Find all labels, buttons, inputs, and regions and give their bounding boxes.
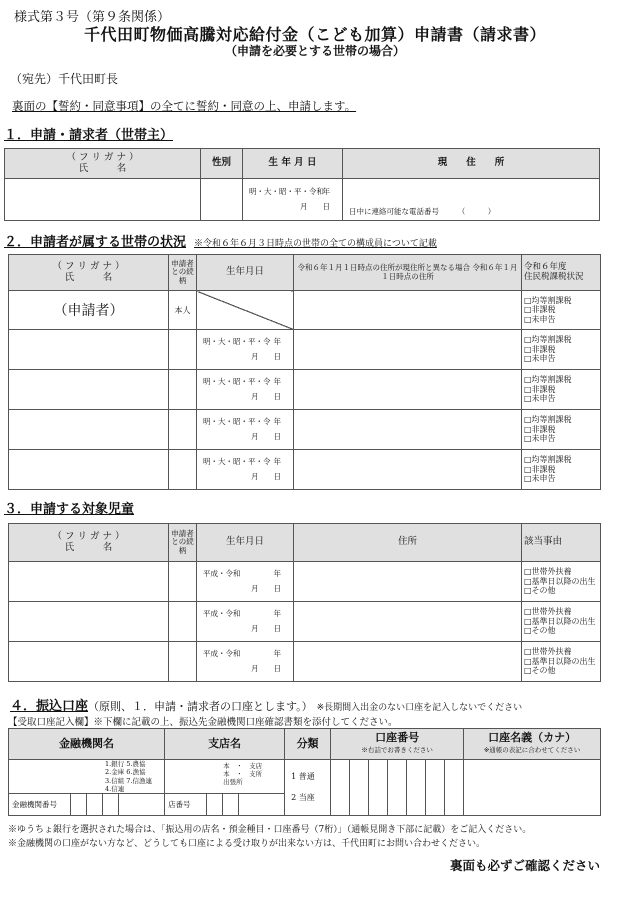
reason-options[interactable]: □世帯外扶養 □基準日以降の出生 □その他 [522, 562, 601, 602]
member-relation-field[interactable] [169, 450, 197, 490]
applicant-table [4, 148, 600, 221]
section2-heading: ２．申請者が属する世帯の状況 ※令和６年６月３日時点の世帯の全ての構成員について記載 [4, 235, 437, 250]
member-birth-field[interactable]: 明・大・昭・平・令 年 月 日 [197, 370, 294, 410]
branch-code-label: 店番号 [165, 794, 207, 816]
table-row [9, 330, 601, 370]
phone-label: 日中に連絡可能な電話番号 （ ） [349, 207, 496, 216]
member-relation-field[interactable] [169, 410, 197, 450]
bank-account-table [8, 728, 601, 816]
applicant-gender-field[interactable] [201, 179, 243, 221]
applicant-birth-field[interactable]: 明・大・昭・平・令和 年 月 日 [243, 179, 343, 221]
account-holder-field[interactable] [464, 760, 601, 816]
bank-code-digit[interactable] [87, 794, 103, 816]
col-address: 住所 [294, 524, 522, 562]
account-digit[interactable] [350, 760, 369, 816]
member-name-field[interactable] [9, 410, 169, 450]
child-relation-field[interactable] [169, 562, 197, 602]
bank-code-digit[interactable] [119, 794, 165, 816]
branch-type-options[interactable]: 本 ・ 支店 本 ・ 支所 出張所 [165, 760, 285, 794]
applicant-address-field[interactable] [343, 179, 600, 221]
branch-code-digit[interactable] [207, 794, 223, 816]
branch-code-digit[interactable] [239, 794, 285, 816]
child-address-field[interactable] [294, 602, 522, 642]
document-title: 千代田町物価高騰対応給付金（こども加算）申請書（請求書） [83, 25, 546, 44]
prev-address-field[interactable] [294, 410, 522, 450]
receiving-account-note: 【受取口座記入欄】※下欄に記載の上、振込先金融機関口座確認書類を添付してください。 [8, 717, 398, 728]
col-name: （ フ リ ガ ナ ） 氏 名 [9, 524, 169, 562]
reason-options[interactable]: □世帯外扶養 □基準日以降の出生 □その他 [522, 642, 601, 682]
member-relation-field[interactable] [169, 330, 197, 370]
col-branch: 支店名 [165, 729, 285, 760]
table-row [9, 450, 601, 490]
account-digit[interactable] [407, 760, 426, 816]
table-row [9, 562, 601, 602]
table-row [9, 602, 601, 642]
prev-address-field[interactable] [294, 450, 522, 490]
col-bank: 金融機関名 [9, 729, 165, 760]
account-digit[interactable] [426, 760, 445, 816]
reason-options[interactable]: □世帯外扶養 □基準日以降の出生 □その他 [522, 602, 601, 642]
member-birth-field[interactable]: 明・大・昭・平・令 年 月 日 [197, 450, 294, 490]
col-birth: 生年月日 [197, 524, 294, 562]
prev-address-field[interactable] [294, 330, 522, 370]
child-birth-field[interactable]: 平成・令和 年 月 日 [197, 562, 294, 602]
pledge-statement: 裏面の【誓約・同意事項】の全てに誓約・同意の上、申請します。 [12, 99, 357, 113]
col-prev-address: 令和６年１月１日時点の住所が現住所と異なる場合 令和６年１月１日時点の住所 [294, 255, 522, 291]
bank-code-digit[interactable] [71, 794, 87, 816]
tax-status-options[interactable]: □均等割課税 □非課税 □未申告 [522, 410, 601, 450]
addressee: （宛先）千代田町長 [10, 72, 119, 86]
col-relation: 申請者との続柄 [169, 255, 197, 291]
footer-note-yucho: ※ゆうちょ銀行を選択された場合は、「振込用の店名・預金種目・口座番号（7桁）」（通帳見開き下部に記載）をご記入ください。 [8, 825, 532, 835]
child-address-field[interactable] [294, 562, 522, 602]
member-name-field[interactable] [9, 450, 169, 490]
child-relation-field[interactable] [169, 642, 197, 682]
applicant-name-field[interactable] [5, 179, 201, 221]
prev-address-field[interactable] [294, 291, 522, 330]
col-account-number: 口座番号 ※右詰でお書きください [331, 729, 464, 760]
account-digit[interactable] [331, 760, 350, 816]
account-digit[interactable] [369, 760, 388, 816]
account-type-options[interactable]: 1 普通 2 当座 [285, 760, 331, 816]
children-table [8, 523, 601, 682]
child-birth-field[interactable]: 平成・令和 年 月 日 [197, 602, 294, 642]
birth-cell-crossed [197, 291, 294, 330]
footer-note-no-account: ※金融機関の口座がない方など、どうしても口座による受け取りが出来ない方は、千代田町にお問い合わせください。 [8, 839, 486, 849]
tax-status-options[interactable]: □均等割課税 □非課税 □未申告 [522, 450, 601, 490]
branch-code-digit[interactable] [223, 794, 239, 816]
applicant-label: （申請者） [9, 291, 169, 330]
col-reason: 該当事由 [522, 524, 601, 562]
household-table [8, 254, 601, 490]
child-birth-field[interactable]: 平成・令和 年 月 日 [197, 642, 294, 682]
relation-self: 本人 [169, 291, 197, 330]
member-birth-field[interactable]: 明・大・昭・平・令 年 月 日 [197, 330, 294, 370]
section4-heading: ４．振込口座（原則、１．申請・請求者の口座とします。） ※長期間入出金のない口座を記入しないでください [10, 699, 523, 714]
account-digit[interactable] [388, 760, 407, 816]
child-relation-field[interactable] [169, 602, 197, 642]
member-name-field[interactable] [9, 330, 169, 370]
account-digit[interactable] [445, 760, 464, 816]
col-tax: 令和６年度 住民税課税状況 [522, 255, 601, 291]
col-relation: 申請者との続柄 [169, 524, 197, 562]
bank-code-label: 金融機関番号 [9, 794, 71, 816]
prev-address-field[interactable] [294, 370, 522, 410]
col-gender: 性別 [201, 149, 243, 179]
section2-note: ※令和６年６月３日時点の世帯の全ての構成員について記載 [194, 239, 437, 249]
member-name-field[interactable] [9, 370, 169, 410]
form-number: 様式第３号（第９条関係） [14, 10, 171, 25]
col-type: 分類 [285, 729, 331, 760]
table-row [9, 410, 601, 450]
col-account-holder: 口座名義（カナ） ※通帳の表記に合わせてください [464, 729, 601, 760]
child-address-field[interactable] [294, 642, 522, 682]
member-birth-field[interactable]: 明・大・昭・平・令 年 月 日 [197, 410, 294, 450]
child-name-field[interactable] [9, 602, 169, 642]
section1-heading: １．申請・請求者（世帯主） [4, 128, 174, 143]
document-subtitle: （申請を必要とする世帯の場合） [224, 44, 405, 58]
col-name: （ フ リ ガ ナ ） 氏 名 [9, 255, 169, 291]
bank-type-options[interactable]: 1.銀行 5.農協 2.金庫 6.漁協 3.信組 7.信漁連 4.信連 [9, 760, 165, 794]
tax-status-options[interactable]: □均等割課税 □非課税 □未申告 [522, 291, 601, 330]
tax-status-options[interactable]: □均等割課税 □非課税 □未申告 [522, 330, 601, 370]
table-row [9, 291, 601, 330]
col-address: 現 住 所 [343, 149, 600, 179]
col-birth: 生 年 月 日 [243, 149, 343, 179]
col-birth: 生年月日 [197, 255, 294, 291]
col-name: （ フ リ ガ ナ ） 氏 名 [5, 149, 201, 179]
child-name-field[interactable] [9, 562, 169, 602]
bank-code-digit[interactable] [103, 794, 119, 816]
table-row [9, 370, 601, 410]
tax-status-options[interactable]: □均等割課税 □非課税 □未申告 [522, 370, 601, 410]
section4-note: ※長期間入出金のない口座を記入しないでください [316, 703, 523, 713]
child-name-field[interactable] [9, 642, 169, 682]
member-relation-field[interactable] [169, 370, 197, 410]
section3-heading: ３．申請する対象児童 [4, 502, 135, 517]
table-row [9, 642, 601, 682]
back-side-notice: 裏面も必ずご確認ください [449, 858, 600, 873]
